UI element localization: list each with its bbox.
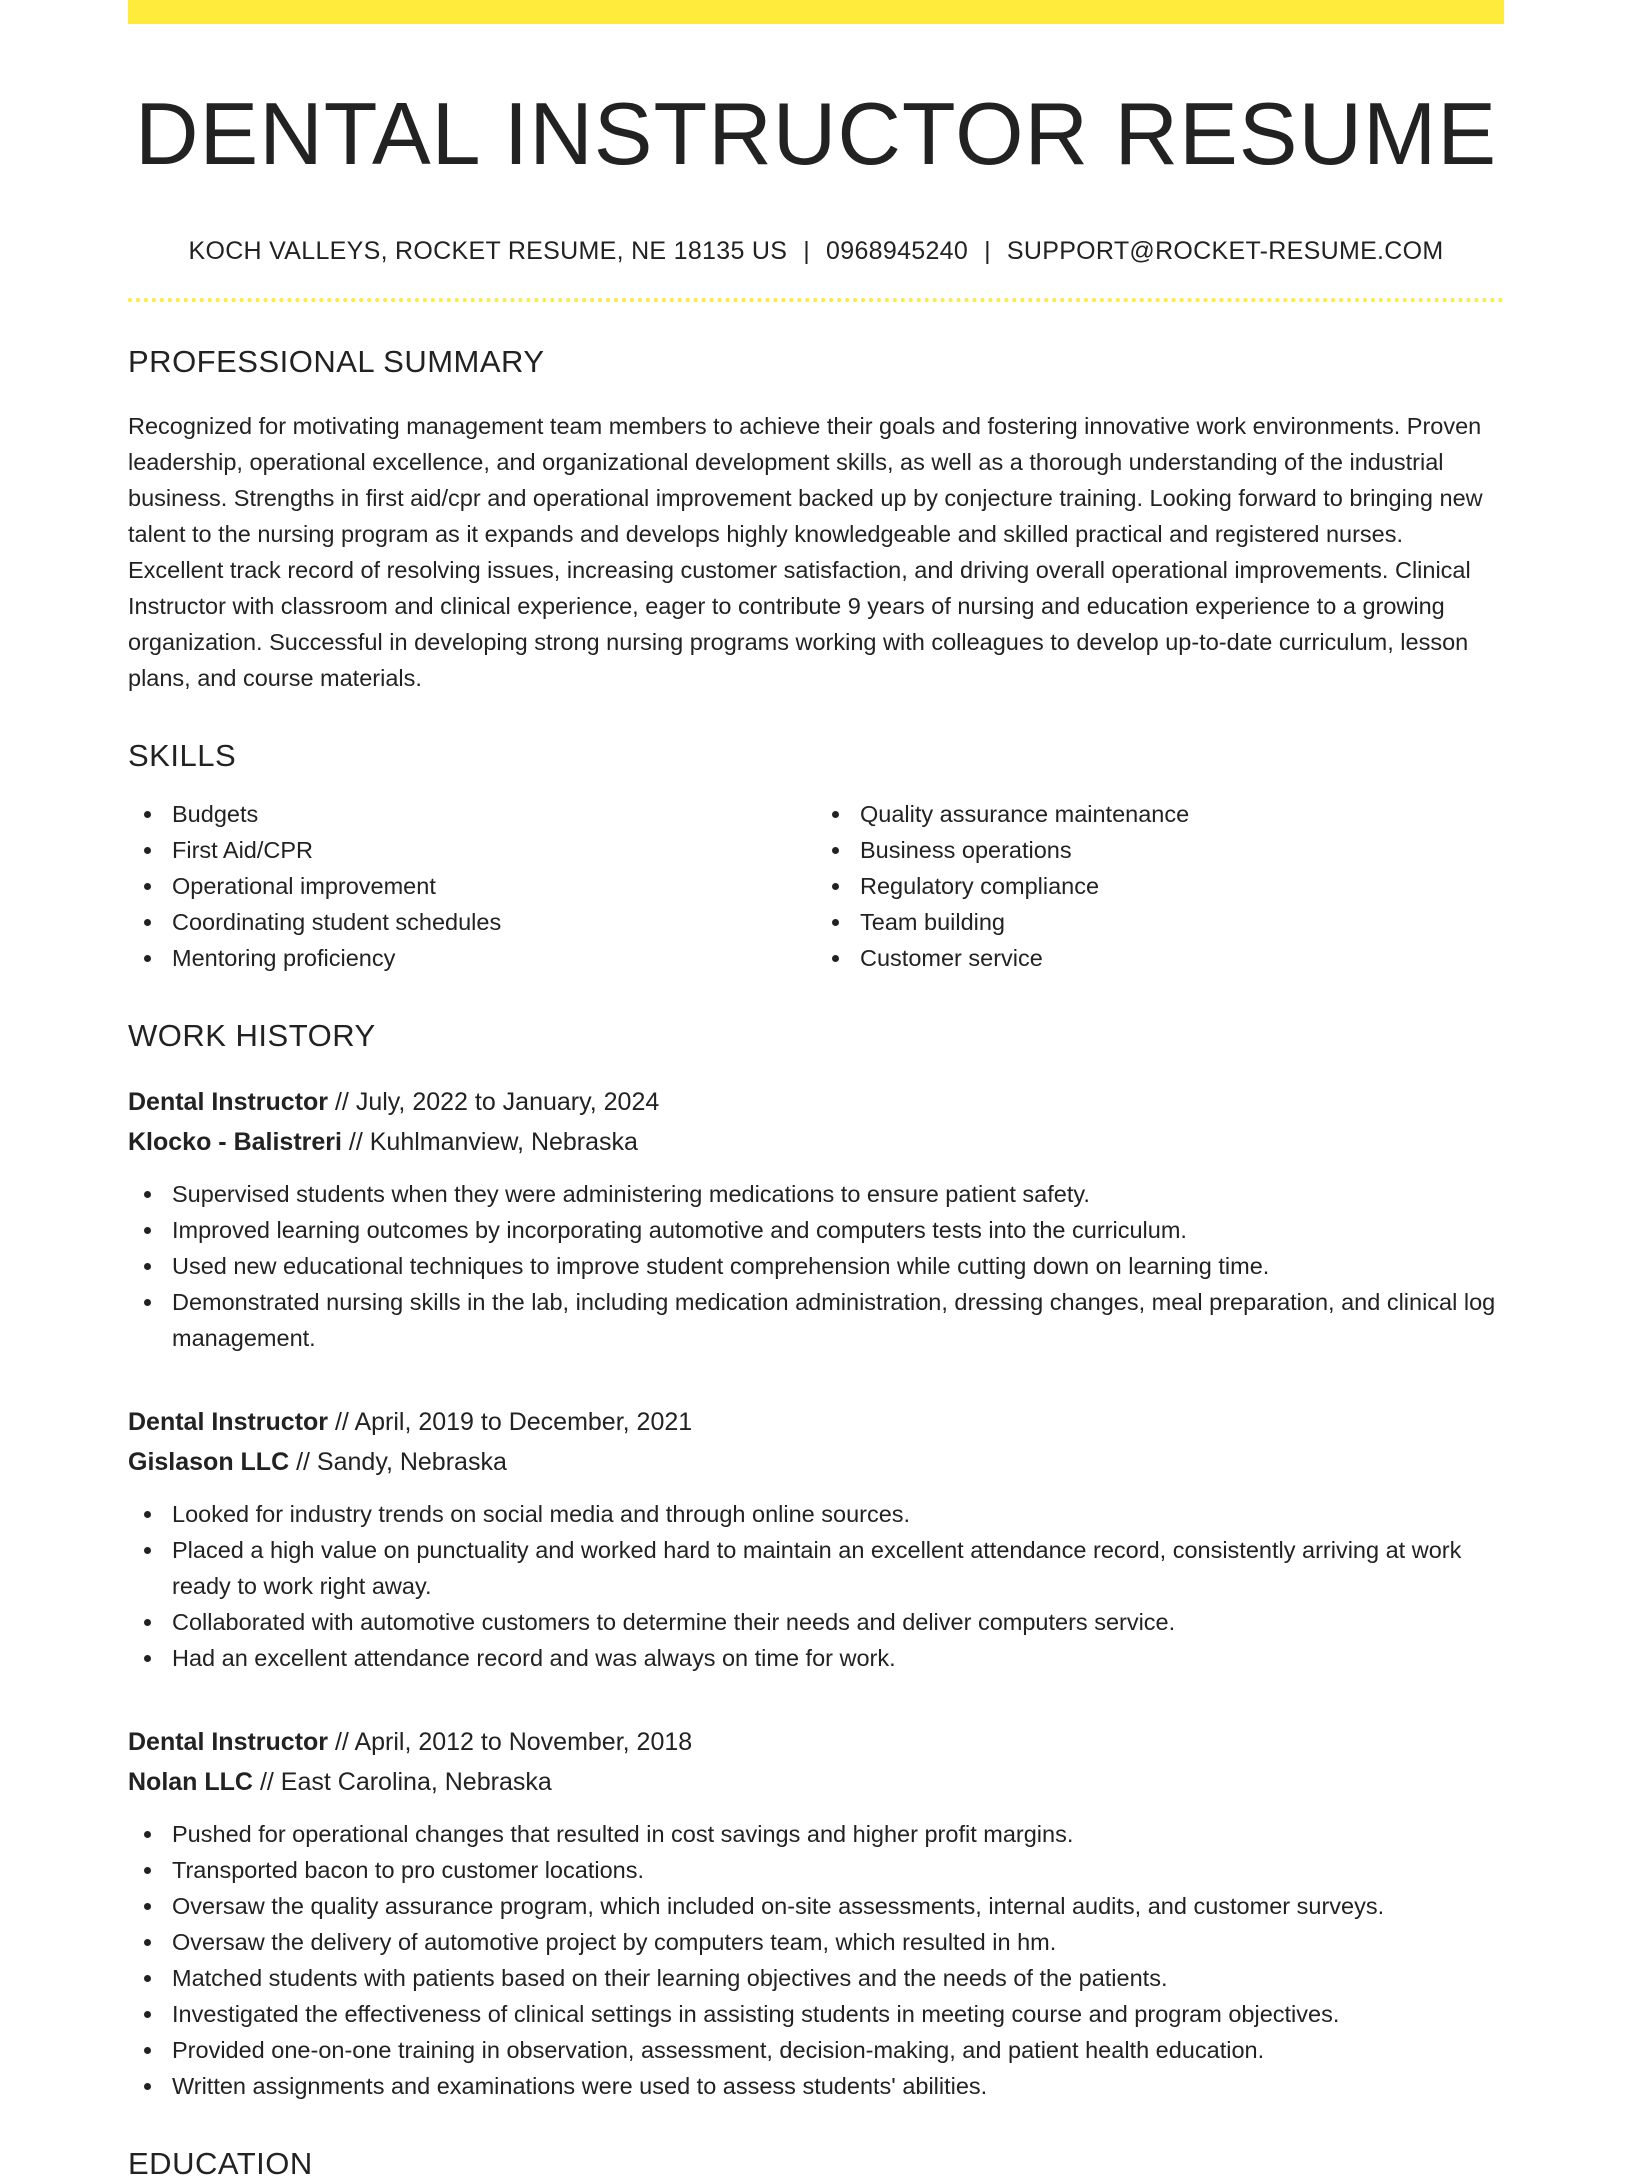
skills-column-right: [816, 796, 1504, 976]
contact-address: KOCH VALLEYS, ROCKET RESUME, NE 18135 US: [188, 236, 788, 265]
job-title-line: [128, 1402, 1504, 1442]
contact-phone: 0968945240: [826, 236, 969, 265]
job-company-line: [128, 1762, 1504, 1802]
job-bullets: [128, 1496, 1504, 1676]
list-item: Provided one-on-one training in observation, assessment, decision-making, and patient health education.: [128, 2032, 1504, 2068]
skill-item: First Aid/CPR: [128, 832, 816, 868]
job-company-line: [128, 1442, 1504, 1482]
job-entry: [128, 1082, 1504, 1356]
skill-item: Customer service: [816, 940, 1504, 976]
job-dates: // April, 2012 to November, 2018: [334, 1727, 693, 1756]
job-title: Dental Instructor: [128, 1087, 329, 1116]
contact-line: [128, 237, 1504, 266]
skill-item: Budgets: [128, 796, 816, 832]
education-heading: EDUCATION: [128, 2145, 313, 2181]
job-location: // Kuhlmanview, Nebraska: [348, 1127, 638, 1156]
skills-list: [128, 796, 1504, 976]
skill-item: Mentoring proficiency: [128, 940, 816, 976]
job-title: Dental Instructor: [128, 1407, 329, 1436]
contact-separator: |: [803, 236, 811, 265]
top-accent-bar: [128, 0, 1504, 24]
job-dates: // July, 2022 to January, 2024: [334, 1087, 660, 1116]
skill-item: Regulatory compliance: [816, 868, 1504, 904]
skill-item: Coordinating student schedules: [128, 904, 816, 940]
list-item: Used new educational techniques to improve student comprehension while cutting down on learning time.: [128, 1248, 1504, 1284]
list-item: Placed a high value on punctuality and worked hard to maintain an excellent attendance record, consistently arriving at work ready to work right away.: [128, 1532, 1504, 1604]
contact-email: SUPPORT@ROCKET-RESUME.COM: [1006, 236, 1444, 265]
work-history-heading: WORK HISTORY: [128, 1017, 376, 1053]
job-bullets: [128, 1176, 1504, 1356]
job-title: Dental Instructor: [128, 1727, 329, 1756]
skill-item: Business operations: [816, 832, 1504, 868]
job-title-line: [128, 1082, 1504, 1122]
list-item: Pushed for operational changes that resulted in cost savings and higher profit margins.: [128, 1816, 1504, 1852]
job-entry: [128, 1402, 1504, 1676]
list-item: Oversaw the delivery of automotive project by computers team, which resulted in hm.: [128, 1924, 1504, 1960]
job-entry: [128, 1722, 1504, 2104]
skill-item: Team building: [816, 904, 1504, 940]
summary-text: Recognized for motivating management team members to achieve their goals and fostering innovative work environments. Proven leadership, operational excellence, and organizational development skills, as well as a thorough understanding of the industrial business. Strengths in first aid/cpr and operational improvement backed up by conjecture training. Looking forward to bringing new talent to the nursing program as it expands and develops highly knowledgeable and skilled practical and registered nurses. Excellent track record of resolving issues, increasing customer satisfaction, and driving overall operational improvements. Clinical Instructor with classroom and clinical experience, eager to contribute 9 years of nursing and education experience to a growing organization. Successful in developing strong nursing programs working with colleagues to develop up-to-date curriculum, lesson plans, and course materials.: [128, 412, 1483, 691]
job-company: Gislason LLC: [128, 1447, 290, 1476]
skills-heading: SKILLS: [128, 737, 237, 773]
skill-item: Quality assurance maintenance: [816, 796, 1504, 832]
job-company: Nolan LLC: [128, 1767, 253, 1796]
list-item: Looked for industry trends on social media and through online sources.: [128, 1496, 1504, 1532]
job-bullets: [128, 1816, 1504, 2104]
dotted-divider: [128, 298, 1504, 302]
contact-separator: |: [984, 236, 991, 265]
page-title: DENTAL INSTRUCTOR RESUME: [134, 84, 1498, 183]
skills-column-left: [128, 796, 816, 976]
job-dates: // April, 2019 to December, 2021: [334, 1407, 693, 1436]
list-item: Transported bacon to pro customer locations.: [128, 1852, 1504, 1888]
list-item: Written assignments and examinations were used to assess students' abilities.: [128, 2068, 1504, 2104]
job-company-line: [128, 1122, 1504, 1162]
list-item: Supervised students when they were administering medications to ensure patient safety.: [128, 1176, 1504, 1212]
job-company: Klocko - Balistreri: [128, 1127, 342, 1156]
job-location: // East Carolina, Nebraska: [259, 1767, 552, 1796]
list-item: Improved learning outcomes by incorporating automotive and computers tests into the curriculum.: [128, 1212, 1504, 1248]
list-item: Matched students with patients based on their learning objectives and the needs of the patients.: [128, 1960, 1504, 1996]
list-item: Investigated the effectiveness of clinical settings in assisting students in meeting course and program objectives.: [128, 1996, 1504, 2032]
list-item: Oversaw the quality assurance program, which included on-site assessments, internal audits, and customer surveys.: [128, 1888, 1504, 1924]
job-location: // Sandy, Nebraska: [296, 1447, 507, 1476]
list-item: Collaborated with automotive customers to determine their needs and deliver computers service.: [128, 1604, 1504, 1640]
list-item: Demonstrated nursing skills in the lab, including medication administration, dressing changes, meal preparation, and clinical log management.: [128, 1284, 1504, 1356]
list-item: Had an excellent attendance record and was always on time for work.: [128, 1640, 1504, 1676]
job-title-line: [128, 1722, 1504, 1762]
skill-item: Operational improvement: [128, 868, 816, 904]
summary-heading: PROFESSIONAL SUMMARY: [128, 343, 545, 379]
